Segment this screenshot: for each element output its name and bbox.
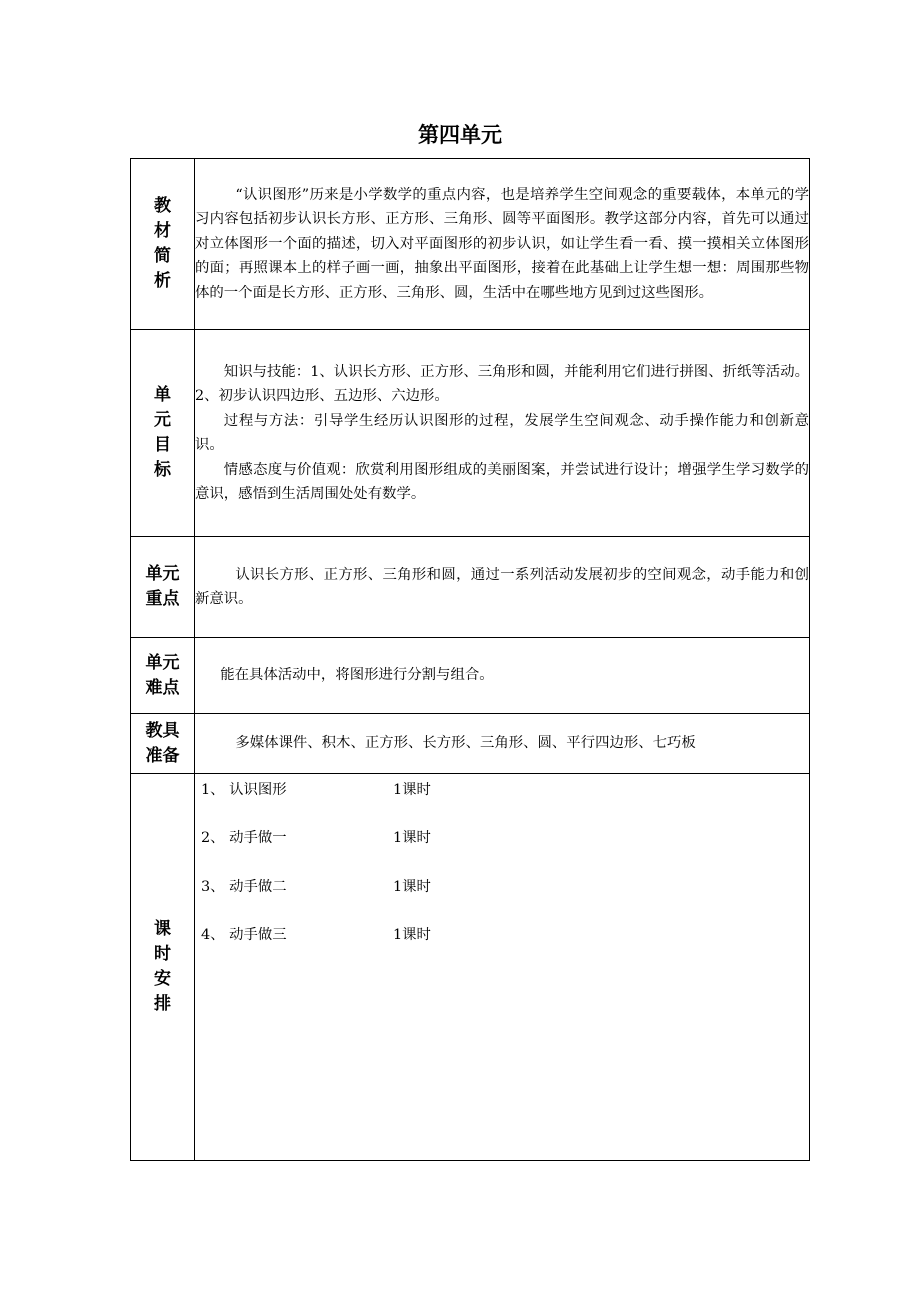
goals-process-text: 过程与方法：引导学生经历认识图形的过程，发展学生空间观念、动手操作能力和创新意识。: [195, 412, 809, 453]
key-points-label-cell: [131, 537, 195, 638]
difficulties-label: 单元难点: [145, 652, 180, 698]
schedule-item-name: 3、 动手做二: [201, 878, 287, 895]
schedule-item-hours: 1课时: [393, 926, 431, 943]
material-label: 教材简析: [154, 196, 171, 291]
schedule-item: [195, 826, 809, 874]
schedule-item-hours: 1课时: [393, 830, 431, 847]
page-title: 第四单元: [418, 123, 502, 147]
schedule-item-name: 2、 动手做一: [201, 830, 287, 847]
schedule-item-hours: 1课时: [393, 878, 431, 895]
schedule-row: [131, 774, 810, 1161]
goals-content-cell: [195, 330, 810, 537]
materials-label-cell: [131, 714, 195, 774]
schedule-item: [195, 923, 809, 971]
schedule-label-cell: [131, 774, 195, 1161]
difficulties-row: [131, 638, 810, 714]
materials-label: 教具准备: [145, 720, 180, 766]
materials-content-cell: [195, 714, 810, 774]
difficulties-label-cell: [131, 638, 195, 714]
goals-label-cell: [131, 330, 195, 537]
difficulties-content-cell: [195, 638, 810, 714]
goals-row: [131, 330, 810, 537]
schedule-item-name: 1、 认识图形: [201, 782, 287, 798]
schedule-item-name: 4、 动手做三: [201, 926, 287, 943]
difficulties-text: 能在具体活动中，将图形进行分割与组合。: [220, 667, 494, 684]
goals-attitude-text: 情感态度与价值观：欣赏利用图形组成的美丽图案，并尝试进行设计；增强学生学习数学的意识，感悟到生活周围处处有数学。: [195, 461, 809, 502]
key-points-text: 认识长方形、正方形、三角形和圆，通过一系列活动发展初步的空间观念，动手能力和创新意识。: [195, 566, 809, 607]
goals-label: 单元目标: [154, 385, 171, 480]
materials-row: [131, 714, 810, 774]
material-label-cell: [131, 159, 195, 330]
materials-text: 多媒体课件、积木、正方形、长方形、三角形、圆、平行四边形、七巧板: [235, 735, 696, 752]
schedule-content-cell: [195, 774, 810, 1161]
unit-plan-table: [130, 158, 810, 1161]
key-points-label: 单元重点: [145, 564, 180, 609]
material-text: “认识图形”历来是小学数学的重点内容，也是培养学生空间观念的重要载体，本单元的学习内容包括初步认识长方形、正方形、三角形、圆等平面图形。教学这部分内容，首先可以通过对立体图形一个面的描述，切入对平面图形的初步认识，如让学生看一看、摸一摸相关立体图形的面；再照课本上的样子画一画，抽象出平面图形，接着在此基础上让学生想一想：周围那些物体的一个面是长方形、正方形、三角形、圆，生活中在哪些地方见到过这些图形。: [195, 186, 809, 301]
key-points-row: [131, 537, 810, 638]
schedule-item: [195, 875, 809, 923]
schedule-item-hours: 1课时: [393, 782, 431, 798]
key-points-content-cell: [195, 537, 810, 638]
goals-knowledge-text: 知识与技能：1、认识长方形、正方形、三角形和圆，并能利用它们进行拼图、折纸等活动。2、初步认识四边形、五边形、六边形。: [195, 363, 809, 404]
schedule-label: 课时安排: [154, 919, 171, 1014]
material-row: [131, 159, 810, 330]
material-content-cell: [195, 159, 810, 330]
schedule-item: [195, 778, 809, 826]
